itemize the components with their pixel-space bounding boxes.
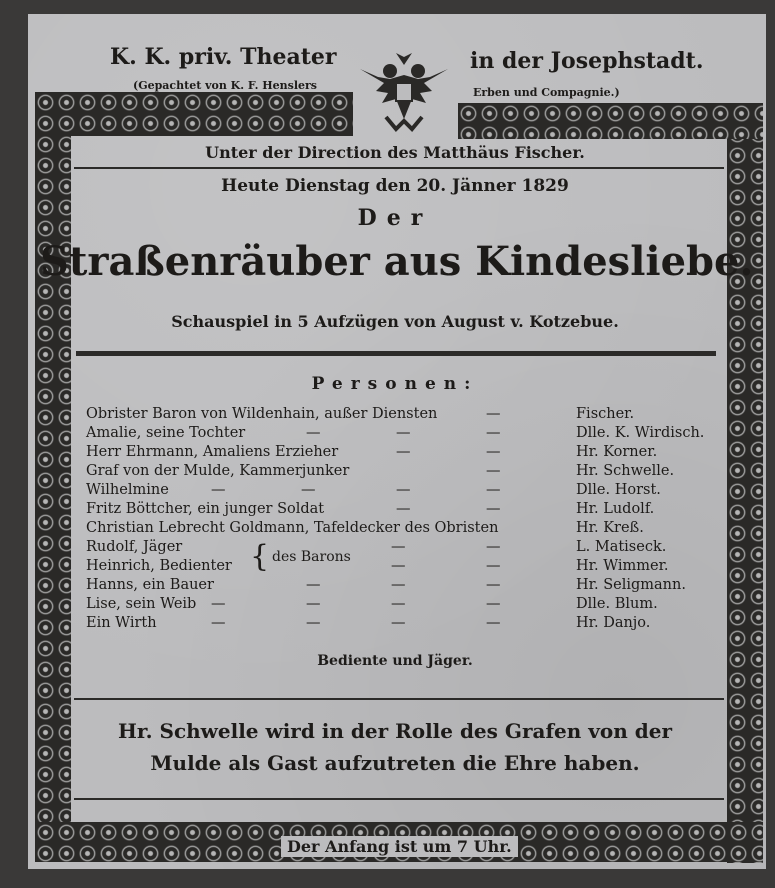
cast-row <box>86 539 726 558</box>
cast-heading: Personen: <box>311 374 479 394</box>
cast-dash: — <box>391 558 406 574</box>
cast-dash: — <box>396 482 411 498</box>
cast-role: Herr Ehrmann, Amaliens Erzieher <box>86 444 339 460</box>
cast-dash: — <box>391 577 406 593</box>
cast-dash: — <box>396 501 411 517</box>
cast-row <box>86 577 726 596</box>
cast-row <box>86 463 726 482</box>
cast-actor: Fischer. <box>576 406 635 422</box>
cast-dash: — <box>486 425 501 441</box>
cast-actor: Hr. Danjo. <box>576 615 651 631</box>
cast-dash: — <box>306 577 321 593</box>
cast-row <box>86 615 726 634</box>
cast-dash: — <box>486 558 501 574</box>
cast-actor: Hr. Ludolf. <box>576 501 655 517</box>
guest-notice-line-1: Hr. Schwelle wird in der Rolle des Grafen von der <box>117 719 672 743</box>
brace-icon: { <box>250 539 270 574</box>
cast-actor: Hr. Seligmann. <box>576 577 686 593</box>
top-divider <box>74 167 724 169</box>
cast-role: Wilhelmine <box>86 482 169 498</box>
cast-dash: — <box>396 425 411 441</box>
cast-dash: — <box>486 406 501 422</box>
cast-role: Hanns, ein Bauer <box>86 577 214 593</box>
cast-dash: — <box>211 596 226 612</box>
cast-row <box>86 425 726 444</box>
ornament-border-top-right <box>458 103 763 139</box>
cast-dash: — <box>486 577 501 593</box>
play-subtitle: Schauspiel in 5 Aufzügen von August v. Kotzebue. <box>171 312 619 331</box>
title-article: Der <box>357 205 433 231</box>
cast-dash: — <box>391 596 406 612</box>
cast-dash: — <box>396 444 411 460</box>
cast-dash: — <box>486 463 501 479</box>
cast-row <box>86 596 726 615</box>
cast-dash: — <box>486 596 501 612</box>
imperial-eagle-emblem <box>356 47 452 137</box>
play-title: Straßenräuber aus Kindesliebe. <box>40 238 754 285</box>
cast-dash: — <box>211 482 226 498</box>
cast-dash: — <box>486 482 501 498</box>
theatre-name-right: in der Josephstadt. <box>470 48 704 74</box>
cast-role: Graf von der Mulde, Kammerjunker <box>86 463 350 479</box>
cast-actor: Hr. Schwelle. <box>576 463 675 479</box>
cast-dash: — <box>391 539 406 555</box>
cast-role: Lise, sein Weib <box>86 596 197 612</box>
start-time-label: Der Anfang ist um 7 Uhr. <box>281 836 518 857</box>
cast-dash: — <box>486 444 501 460</box>
cast-role: Christian Lebrecht Goldmann, Tafeldecker des Obristen <box>86 520 499 536</box>
performance-date: Heute Dienstag den 20. Jänner 1829 <box>221 176 569 196</box>
cast-actor: L. Matiseck. <box>576 539 667 555</box>
extras-line: Bediente und Jäger. <box>317 653 473 669</box>
cast-dash: — <box>391 615 406 631</box>
cast-actor: Hr. Wimmer. <box>576 558 669 574</box>
cast-row <box>86 520 726 539</box>
cast-row <box>86 558 726 577</box>
cast-dash: — <box>486 615 501 631</box>
cast-role: Heinrich, Bedienter <box>86 558 232 574</box>
lease-note-left: (Gepachtet von K. F. Henslers <box>133 79 317 92</box>
bottom-divider <box>74 798 724 800</box>
guest-notice-line-2: Mulde als Gast aufzutreten die Ehre haben. <box>150 751 640 775</box>
cast-row <box>86 444 726 463</box>
direction-line: Unter der Direction des Matthäus Fischer. <box>205 143 585 162</box>
notice-divider <box>74 698 724 700</box>
cast-row <box>86 406 726 425</box>
cast-row <box>86 501 726 520</box>
cast-dash: — <box>301 482 316 498</box>
cast-role: Amalie, seine Tochter <box>86 425 246 441</box>
lease-note-right: Erben und Compagnie.) <box>473 86 620 99</box>
bracket-label: des Barons <box>272 549 351 565</box>
cast-divider <box>76 351 716 356</box>
cast-dash: — <box>306 596 321 612</box>
cast-role: Fritz Böttcher, ein junger Soldat <box>86 501 325 517</box>
theatre-name-left: K. K. priv. Theater <box>110 44 337 70</box>
cast-dash: — <box>486 501 501 517</box>
cast-actor: Dlle. K. Wirdisch. <box>576 425 705 441</box>
cast-actor: Dlle. Blum. <box>576 596 658 612</box>
ornament-border-top-left <box>35 92 353 136</box>
cast-role: Obrister Baron von Wildenhain, außer Diensten <box>86 406 438 422</box>
cast-role: Rudolf, Jäger <box>86 539 183 555</box>
cast-actor: Hr. Kreß. <box>576 520 644 536</box>
cast-role: Ein Wirth <box>86 615 157 631</box>
cast-dash: — <box>306 615 321 631</box>
cast-row <box>86 482 726 501</box>
cast-dash: — <box>306 425 321 441</box>
cast-dash: — <box>486 539 501 555</box>
cast-actor: Dlle. Horst. <box>576 482 661 498</box>
cast-dash: — <box>211 615 226 631</box>
cast-actor: Hr. Korner. <box>576 444 658 460</box>
